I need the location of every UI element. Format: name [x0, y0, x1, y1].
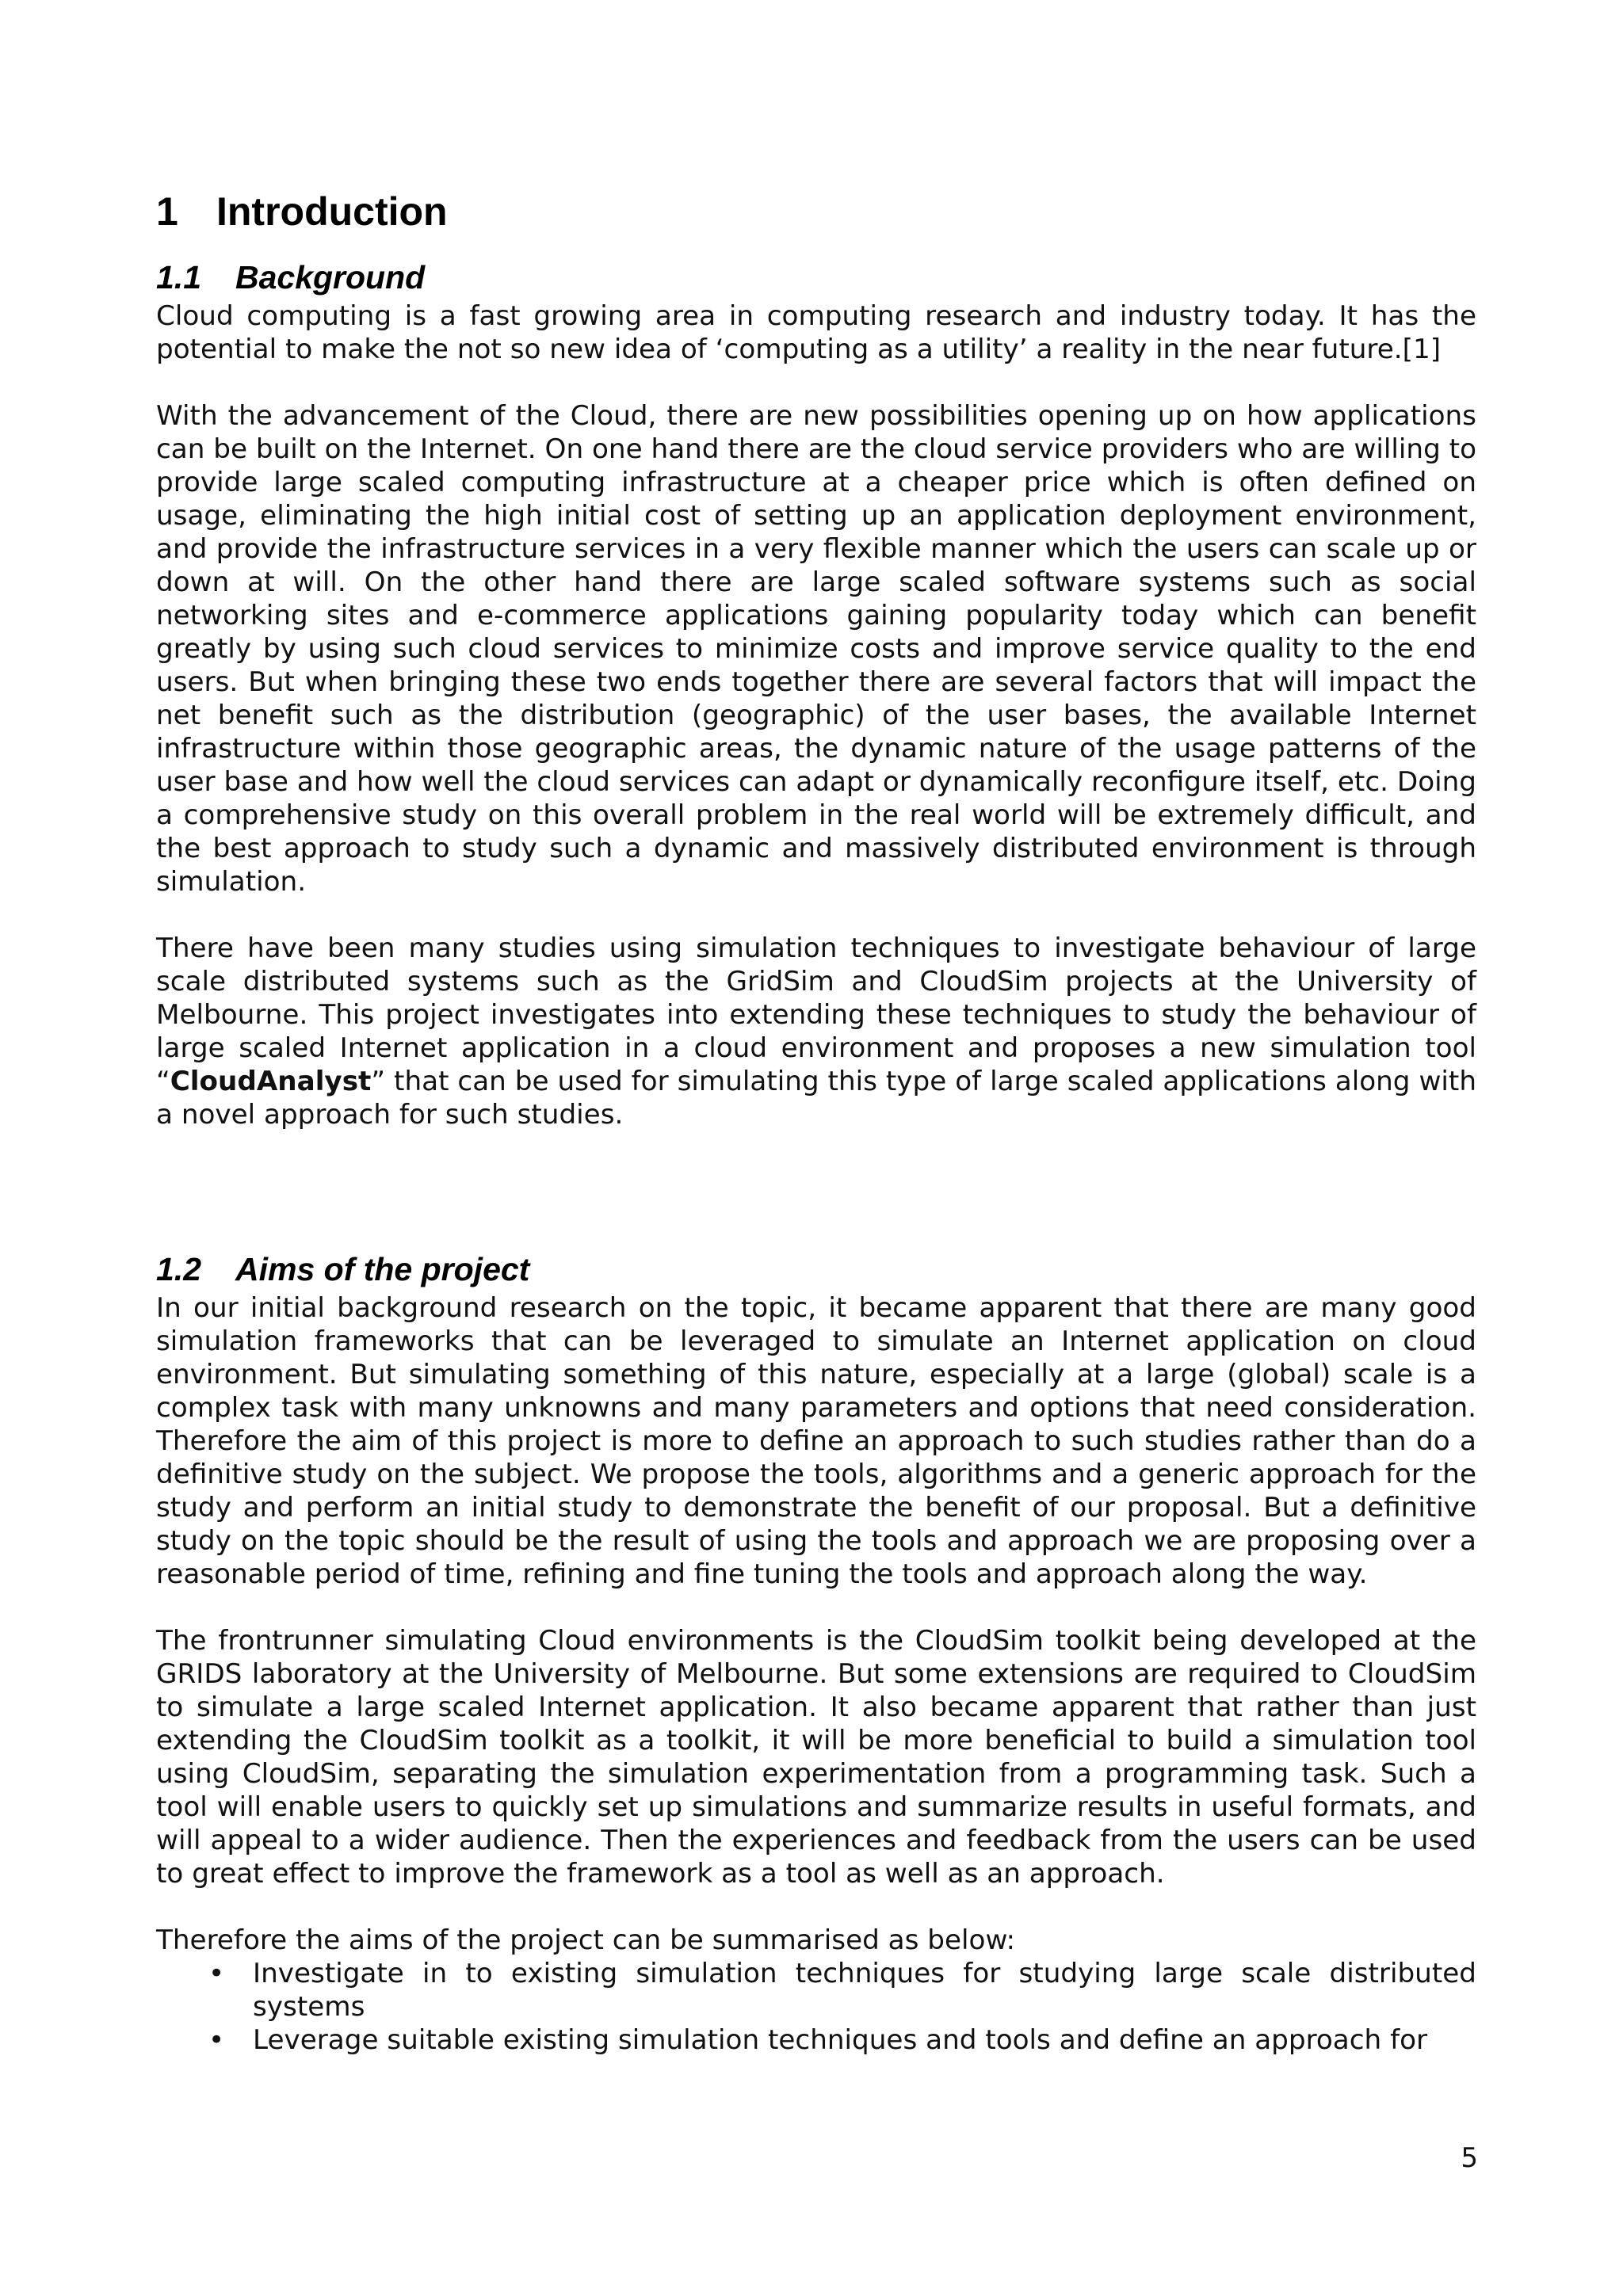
section-number: 1.2 [156, 1251, 201, 1287]
aims-list [156, 1957, 1476, 2057]
aims-summary-lead: Therefore the aims of the project can be summarised as below: [156, 1924, 1016, 1956]
aims-paragraph-1: In our initial background research on the topic, it became apparent that there are many good simulation frameworks that can be leveraged to simulate an Internet application on cloud environment. But simulating something of this nature, especially at a large (global) scale is a complex task with many unknowns and many parameters and options that need consideration. Therefore the aim of this project is more to define an approach to such studies rather than do a definitive study on the subject. We propose the tools, algorithms and a generic approach for the study and perform an initial study to demonstrate the benefit of our proposal. But a definitive study on the topic should be the result of using the tools and approach we are proposing over a reasonable period of time, refining and fine tuning the tools and approach along the way. [156, 1292, 1476, 1590]
chapter-heading [156, 187, 1476, 236]
chapter-number: 1 [156, 189, 178, 234]
section-title: Aims of the project [235, 1251, 530, 1287]
list-item [156, 2023, 1476, 2057]
list-item-text: Investigate in to existing simulation techniques for studying large scale distributed systems [253, 1958, 1476, 2023]
list-item-text: Leverage suitable existing simulation techniques and tools and define an approach for [253, 2024, 1428, 2056]
bullet-icon: • [208, 2024, 225, 2056]
section-title: Background [235, 259, 426, 296]
page-number: 5 [1461, 2142, 1478, 2174]
background-paragraph-3 [156, 932, 1476, 1131]
chapter-title: Introduction [216, 189, 448, 234]
background-paragraph-1: Cloud computing is a fast growing area in computing research and industry today. It has the potential to make the not so new idea of ‘computing as a utility’ a reality in the near future.[1] [156, 300, 1476, 365]
tool-name-bold: CloudAnalyst [170, 1066, 372, 1097]
section-heading-aims [156, 1249, 1476, 1290]
aims-paragraph-2: The frontrunner simulating Cloud environments is the CloudSim toolkit being developed at the GRIDS laboratory at the University of Melbourne. But some extensions are required to CloudSim to simulate a large scaled Internet application. It also became apparent that rather than just extending the CloudSim toolkit as a toolkit, it will be more beneficial to build a simulation tool using CloudSim, separating the simulation experimentation from a programming task. Such a tool will enable users to quickly set up simulations and summarize results in useful formats, and will appeal to a wider audience. Then the experiences and feedback from the users can be used to great effect to improve the framework as a tool as well as an approach. [156, 1625, 1476, 1890]
background-paragraph-2: With the advancement of the Cloud, there are new possibilities opening up on how applications can be built on the Internet. On one hand there are the cloud service providers who are willing to provide large scaled computing infrastructure at a cheaper price which is often defined on usage, eliminating the high initial cost of setting up an application deployment environment, and provide the infrastructure services in a very flexible manner which the users can scale up or down at will. On the other hand there are large scaled software systems such as social networking sites and e-commerce applications gaining popularity today which can benefit greatly by using such cloud services to minimize costs and improve service quality to the end users. But when bringing these two ends together there are several factors that will impact the net benefit such as the distribution (geographic) of the user bases, the available Internet infrastructure within those geographic areas, the dynamic nature of the usage patterns of the user base and how well the cloud services can adapt or dynamically reconfigure itself, etc. Doing a comprehensive study on this overall problem in the real world will be extremely difficult, and the best approach to study such a dynamic and massively distributed environment is through simulation. [156, 400, 1476, 898]
bullet-icon: • [208, 1958, 225, 1989]
paragraph-text: There have been many studies using simulation techniques to investigate behaviour of large scale distributed systems such as the GridSim and CloudSim projects at the University of Melbourne. This project investigates into extending these techniques to study the behaviour of large scaled Internet application in a cloud environment and proposes a new simulation tool “ [156, 933, 1476, 1097]
section-heading-background [156, 257, 1476, 298]
page-content [156, 187, 1476, 2057]
section-number: 1.1 [156, 259, 201, 296]
paragraph-text: ” that can be used for simulating this type of large scaled applications along with a novel approach for such studies. [156, 1066, 1476, 1131]
list-item [156, 1957, 1476, 2023]
